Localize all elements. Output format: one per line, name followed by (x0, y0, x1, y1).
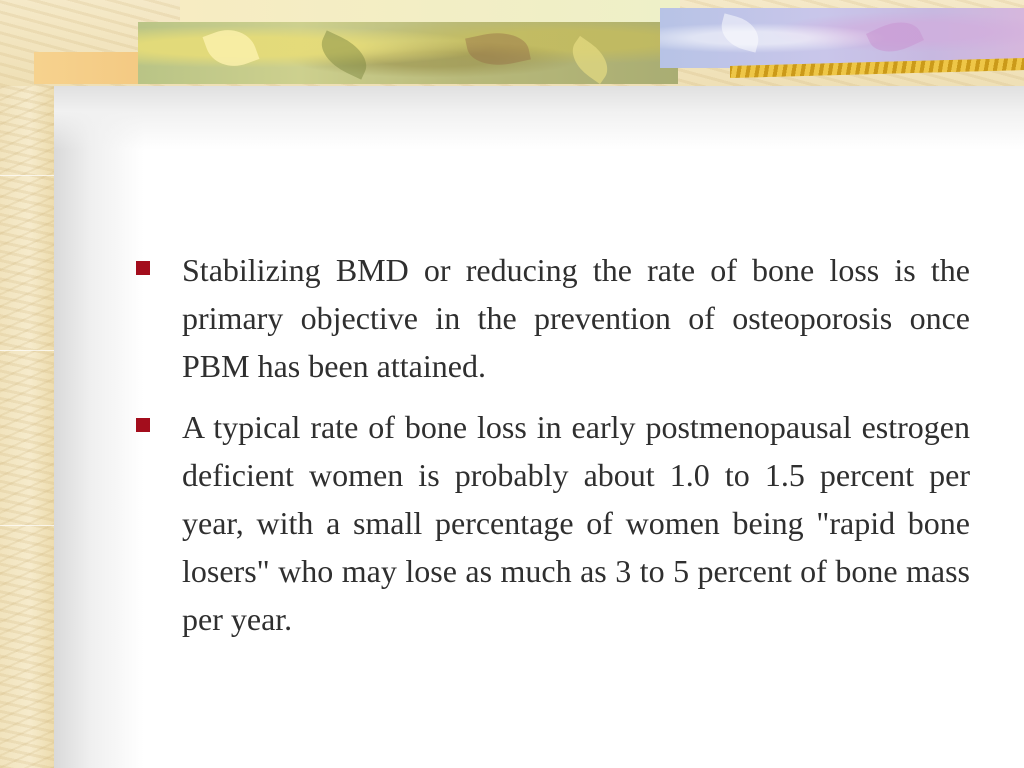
bullet-item (128, 246, 970, 390)
header-banner-pale-band (180, 0, 680, 22)
bullet-list (128, 246, 970, 643)
strip-seam (0, 175, 54, 176)
leaf-shape (465, 26, 531, 72)
leaf-shape (203, 21, 260, 74)
strip-seam (0, 525, 54, 526)
header-banner-flower-image (660, 8, 1024, 68)
bullet-text: Stabilizing BMD or reducing the rate of bone loss is the primary objective in the prevention of osteoporosis once PBM has been attained. (182, 252, 970, 384)
leaf-shape (866, 13, 924, 61)
header-banner-leaf-image (138, 22, 678, 84)
leaf-shape (314, 30, 374, 79)
bullet-item (128, 403, 970, 643)
leaf-shape (564, 36, 616, 84)
strip-seam (0, 350, 54, 351)
left-parchment-strip (0, 0, 54, 768)
leaf-shape (717, 13, 763, 52)
square-bullet-icon (136, 418, 150, 432)
square-bullet-icon (136, 261, 150, 275)
slide-body (128, 246, 970, 656)
bullet-text: A typical rate of bone loss in early postmenopausal estrogen deficient women is probably about 1.0 to 1.5 percent per year, with a small percentage of women being "rapid bone losers" who may lose as much as 3 to 5 percent of bone mass per year. (182, 409, 970, 637)
page-shadow-top (54, 80, 1024, 150)
